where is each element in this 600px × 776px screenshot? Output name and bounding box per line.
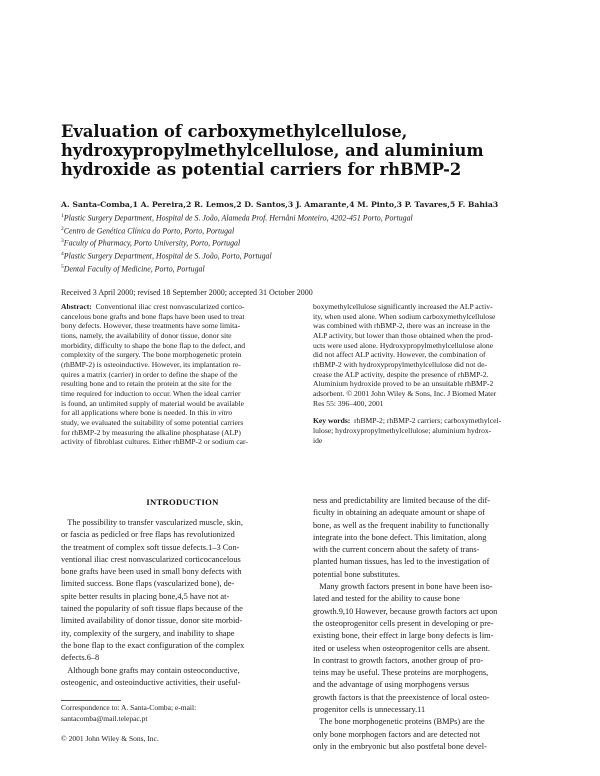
affiliation: $^3$Faculty of Pharmacy, Porto University, Porto, Portugal bbox=[61, 238, 241, 249]
affiliation: $^4$Plastic Surgery Department, Hospital de S. João, Porto, Portugal bbox=[61, 251, 272, 261]
paper-title bbox=[61, 122, 541, 179]
correspondence-line: Correspondence to: A. Santa-Comba; e-mail: bbox=[61, 703, 197, 712]
body-line: defects.6–8 bbox=[61, 653, 100, 663]
correspondence-email[interactable]: santacomba@mail.telepac.pt bbox=[61, 713, 148, 723]
affiliation: $^1$Plastic Surgery Department, Hospital de S. João, Alameda Prof. Hernâni Monteiro, 4202-451 Porto, Portugal bbox=[61, 213, 413, 223]
abstract-line: study, we evaluated the suitability of some potential carriers bbox=[61, 417, 244, 427]
body-line: limited success. Bone flaps (vascularized bone), de- bbox=[61, 579, 235, 589]
author-list: A. Santa-Comba,1 A. Pereira,2 R. Lemos,2 D. Santos,3 J. Amarante,4 M. Pinto,3 P. Tavares,5 F. Bahia3 bbox=[61, 200, 499, 209]
in-vitro-term: in vitro bbox=[210, 408, 233, 418]
introduction-heading: INTRODUCTION bbox=[146, 497, 219, 507]
body-line: growth factors is that the preexistence of local osteo- bbox=[313, 692, 490, 702]
abstract-line: ity, when used alone. When sodium carboxymethylcellulose bbox=[313, 311, 496, 321]
abstract-line: Abstract: Conventional iliac crest nonvascularized cortico- bbox=[61, 302, 245, 311]
body-line: the osteoprogenitor cells present in developing or pre- bbox=[313, 618, 494, 628]
abstract-line: for all applications where bone is needed. In this in vitro bbox=[61, 408, 233, 418]
body-line: existing bone, their effect in large bony defects is lim- bbox=[313, 631, 494, 641]
body-line: Many growth factors present in bone have been iso- bbox=[319, 582, 493, 592]
abstract-line: bony defects. However, these treatments have some limita- bbox=[61, 321, 241, 331]
body-line: only in the embryonic but also postfetal bone devel- bbox=[313, 741, 487, 751]
affiliation: $^2$Centro de Genética Clínica do Porto, Porto, Portugal bbox=[61, 225, 235, 236]
body-line: ited or useless when osteoprogenitor cells are absent. bbox=[313, 643, 491, 653]
body-line: growth.9,10 However, because growth factors act upon bbox=[313, 606, 498, 616]
abstract-line: activity of fibroblast cultures. Either rhBMP-2 or sodium car- bbox=[61, 437, 248, 447]
body-line: Although bone grafts may contain osteoconductive, bbox=[67, 665, 240, 675]
body-line: or fascia as pedicled or free flaps has revolutionized bbox=[61, 530, 235, 540]
abstract-line: for rhBMP-2 by measuring the alkaline phosphatase (ALP) bbox=[61, 427, 241, 437]
abstract-line: is found, an unlimited supply of material would be available bbox=[61, 398, 245, 408]
body-line: limited availability of donor tissue, donor site morbid- bbox=[61, 616, 243, 626]
body-line: only bone morphogen factors and are detected not bbox=[313, 729, 481, 739]
body-line: The possibility to transfer vascularized muscle, skin, bbox=[67, 518, 243, 527]
footnote-rule bbox=[61, 700, 121, 701]
body-line: The bone morphogenetic proteins (BMPs) are the bbox=[319, 717, 485, 727]
body-line: the bone flap to the exact configuration of the complex bbox=[61, 640, 245, 650]
abstract-line: was combined with rhBMP-2, there was an increase in the bbox=[313, 321, 491, 331]
abstract-line: adsorbent. © 2001 John Wiley & Sons, Inc. J Biomed Mater bbox=[313, 388, 497, 398]
body-line: ness and predictability are limited because of the dif- bbox=[313, 496, 491, 505]
body-line: and the advantage of using morphogens versus bbox=[313, 680, 470, 690]
body-line: with the current concern about the safety of trans- bbox=[313, 545, 480, 555]
abstract-line: cancelous bone grafts and bone flaps have been used to treat bbox=[61, 311, 245, 321]
title-line: hydroxide as potential carriers for rhBMP-2 bbox=[61, 160, 462, 179]
body-line: planted human tissues, has led to the investigation of bbox=[313, 557, 490, 567]
abstract-line: boxymethylcellulose significantly increased the ALP activ- bbox=[313, 302, 493, 311]
abstract-line: rhBMP-2 with hydroxypropylmethylcellulose did not de- bbox=[313, 359, 488, 369]
keywords-label: Key words: bbox=[313, 416, 351, 426]
body-line: the treatment of complex soft tissue defects.1–3 Con- bbox=[61, 542, 240, 552]
abstract-line: time required for induction to occur. When the ideal carrier bbox=[61, 388, 241, 398]
abstract-line: (rhBMP-2) is osteoinductive. However, its implantation re- bbox=[61, 359, 241, 369]
abstract-line: Aluminium hydroxide proved to be an unsuitable rhBMP-2 bbox=[313, 379, 494, 389]
title-line: hydroxypropylmethylcellulose, and aluminium bbox=[61, 141, 484, 160]
abstract-line: resulting bone and to retain the protein at the site for the bbox=[61, 379, 232, 389]
affiliation-list bbox=[61, 211, 561, 275]
abstract-line: did not affect ALP activity. However, the combination of bbox=[313, 350, 486, 360]
abstract-line: morbidity, difficulty to shape the bone flap to the defect, and bbox=[61, 340, 246, 350]
body-line: spite better results in placing bone,4,5 have not at- bbox=[61, 591, 230, 601]
intro-left-column bbox=[61, 517, 304, 689]
abstract-line: complexity of the surgery. The bone morphogenetic protein bbox=[61, 350, 242, 360]
body-line: progenitor cells is unnecessary.11 bbox=[313, 705, 426, 715]
abstract-line: tions, namely, the availability of donor tissue, donor site bbox=[61, 330, 232, 340]
keywords-line: ide bbox=[313, 435, 323, 445]
body-line: osteogenic, and osteoinductive activities, their useful- bbox=[61, 677, 241, 687]
body-line: bone grafts have been used in small bony defects with bbox=[61, 567, 242, 577]
abstract-line: crease the ALP activity, despite the presence of rhBMP-2. bbox=[313, 369, 489, 379]
body-line: potential bone substitutes. bbox=[313, 569, 400, 579]
body-line: ventional iliac crest nonvascularized corticocancelous bbox=[61, 554, 241, 564]
abstract-right-column bbox=[313, 302, 558, 445]
body-line: In contrast to growth factors, another group of pro- bbox=[313, 655, 484, 665]
title-line: Evaluation of carboxymethylcellulose, bbox=[61, 122, 408, 141]
abstract-line: quires a matrix (carrier) in order to define the shape of the bbox=[61, 369, 238, 379]
intro-right-column bbox=[313, 495, 558, 753]
spacer bbox=[313, 408, 558, 416]
body-line: lated and tested for the ability to cause bone bbox=[313, 594, 460, 604]
body-line: tained the popularity of soft tissue flaps because of the bbox=[61, 604, 243, 614]
copyright-notice: © 2001 John Wiley & Sons, Inc. bbox=[61, 734, 159, 743]
body-line: bone, as well as the frequent inability to functionally bbox=[313, 520, 489, 530]
body-line: teins may be useful. These proteins are morphogens, bbox=[313, 668, 489, 678]
body-line: integrate into the bone defect. This limitation, along bbox=[313, 532, 487, 542]
abstract-label: Abstract: bbox=[61, 302, 92, 311]
abstract-line: Res 55: 396–400, 2001 bbox=[313, 398, 384, 408]
keywords-line: Key words: rhBMP-2; rhBMP-2 carriers; carboxymethylcel- bbox=[313, 416, 502, 426]
correspondence-note bbox=[61, 703, 196, 724]
keywords-line: lulose; hydroxypropylmethylcellulose; aluminium hydrox- bbox=[313, 425, 492, 435]
received-dates: Received 3 April 2000; revised 18 September 2000; accepted 31 October 2000 bbox=[61, 288, 313, 297]
abstract-left-column bbox=[61, 302, 304, 447]
affiliation: $^5$Dental Faculty of Medicine, Porto, Portugal bbox=[61, 263, 205, 274]
abstract-line: ALP activity, but lower than those obtained when the prod- bbox=[313, 330, 493, 340]
body-line: ficulty in obtaining an adequate amount or shape of bbox=[313, 508, 485, 518]
body-line: ity, complexity of the surgery, and inability to shape bbox=[61, 628, 235, 638]
abstract-line: ucts were used alone. Hydroxypropylmethylcellulose alone bbox=[313, 340, 494, 350]
